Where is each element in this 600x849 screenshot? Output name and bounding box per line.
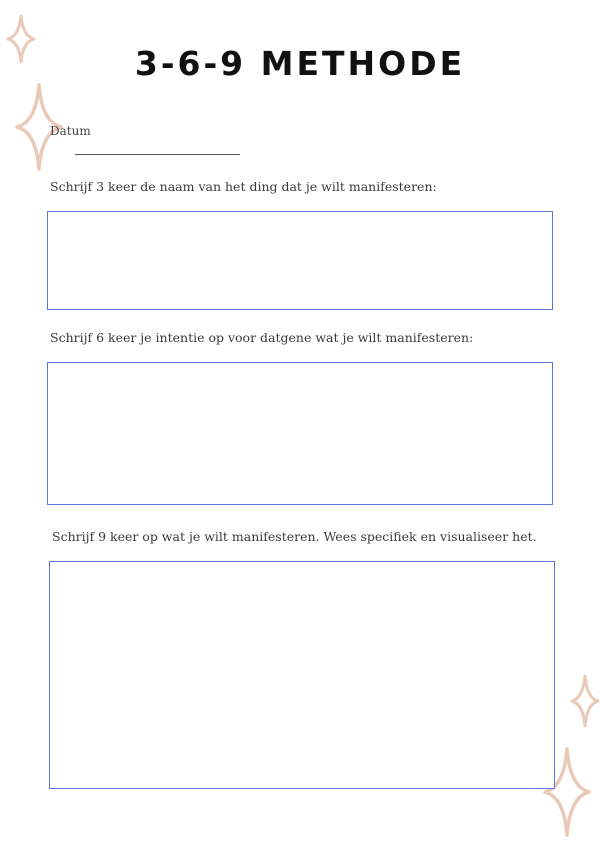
page-title: 3-6-9 METHODE xyxy=(134,44,466,83)
section-1-writing-box[interactable] xyxy=(47,211,553,310)
date-input-line[interactable] xyxy=(75,154,240,155)
section-1-prompt: Schrijf 3 keer de naam van het ding dat je wilt manifesteren: xyxy=(50,179,437,194)
date-label: Datum xyxy=(50,124,91,138)
section-2-writing-box[interactable] xyxy=(47,362,553,505)
sparkle-icon xyxy=(570,674,600,728)
section-3-prompt: Schrijf 9 keer op wat je wilt manifesteren. Wees specifiek en visualiseer het. xyxy=(52,529,537,544)
section-3-writing-box[interactable] xyxy=(49,561,555,789)
section-2-prompt: Schrijf 6 keer je intentie op voor datgene wat je wilt manifesteren: xyxy=(50,330,474,345)
